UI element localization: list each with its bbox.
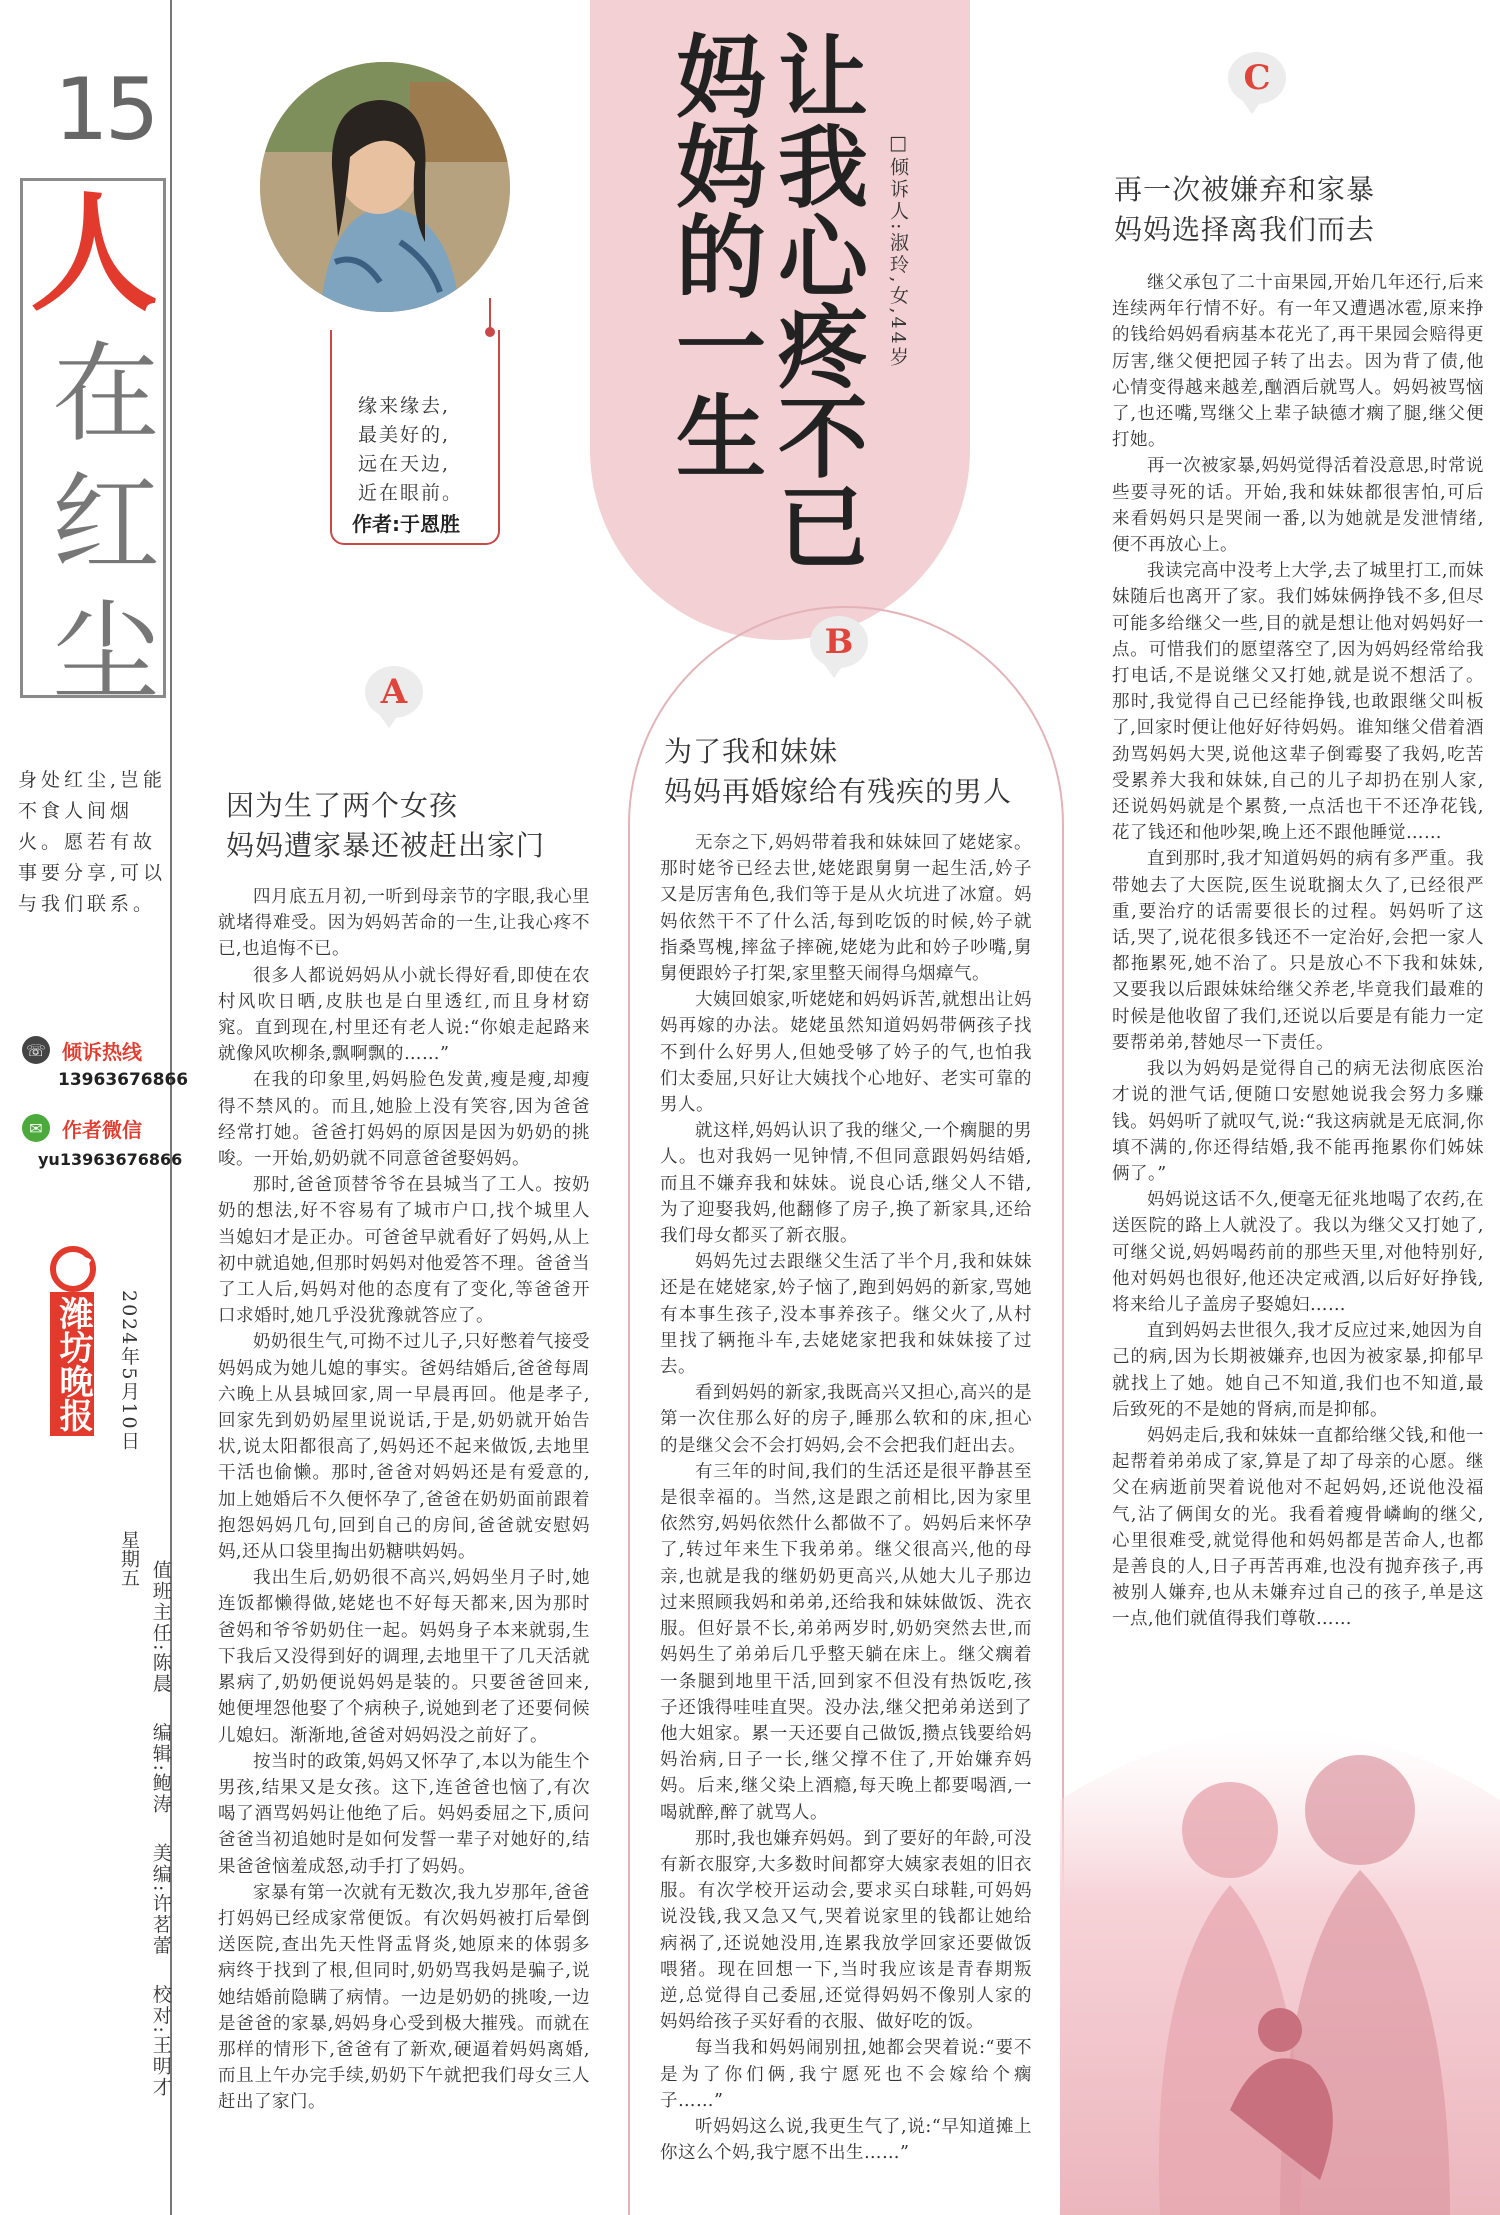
paragraph: 直到妈妈去世很久,我才反应过来,她因为自己的病,因为长期被嫌弃,也因为被家暴,抑郁早就找上了她。她自己不知道,我们也不知道,最后致死的不是她的肾病,而是抑郁。 bbox=[1112, 1321, 1484, 1420]
hotline-label: 倾诉热线 bbox=[62, 1040, 142, 1064]
poem-line: 最美好的, bbox=[358, 424, 451, 446]
paragraph: 我以为妈妈是觉得自己的病无法彻底医治才说的泄气话,便随口安慰她说我会努力多赚钱。妈妈听了就叹气,说:“我这病就是无底洞,你填不满的,你还得结婚,我不能再拖累你们姊妹俩了。” bbox=[1112, 1059, 1484, 1184]
author-byline: 作者:于恩胜 bbox=[352, 512, 460, 536]
wechat-label: 作者微信 bbox=[62, 1118, 142, 1142]
staff-credits: 值班主任:陈晨 编辑:鲍涛 美编:许茗蕾 校对:王明才 bbox=[149, 1560, 172, 2098]
issue-date: 2024年5月10日 bbox=[118, 1290, 140, 1452]
paragraph: 妈妈先过去跟继父生活了半个月,我和妹妹还是在姥姥家,妗子恼了,跑到妈妈的新家,骂她有本事生孩子,没本事养孩子。继父火了,从村里找了辆拖斗车,去姥姥家把我和妹妹接了过去。 bbox=[660, 1252, 1032, 1378]
paragraph: 那时,我也嫌弃妈妈。到了要好的年龄,可没有新衣服穿,大多数时间都穿大姨家表姐的旧衣服。有次学校开运动会,要求买白球鞋,可妈妈说没钱,我又急又气,哭着说家里的钱都让她给病祸了,还说她没用,连累我放学回家还要做饭喂猪。现在回想一下,当时我应该是青春期叛逆,总觉得自己委屈,还觉得妈妈不像别人家的妈妈给孩子买好看的衣服、做好吃的饭。 bbox=[660, 1828, 1032, 2033]
section-title-rest: 在红尘 bbox=[52, 332, 161, 717]
newspaper-name: 潍坊晚报 bbox=[50, 1292, 94, 1436]
paragraph: 妈妈说这话不久,便毫无征兆地喝了农药,在送医院的路上人就没了。我以为继父又打她了,可继父说,妈妈喝药前的那些天里,对他特别好,他对妈妈也很好,他还决定戒酒,以后好好挣钱,将来给儿子盖房子娶媳妇…… bbox=[1112, 1190, 1484, 1315]
wechat-id: yu13963676866 bbox=[38, 1150, 183, 1169]
paragraph: 有三年的时间,我们的生活还是很平静甚至是很幸福的。当然,这是跟之前相比,因为家里依然穷,妈妈依然什么都做不了。妈妈后来怀孕了,转过年来生下我弟弟。继父很高兴,他的母亲,也就是我的继奶奶更高兴,从她大儿子那边过来照顾我妈和弟弟,还给我和妹妹做饭、洗衣服。但好景不长,弟弟两岁时,奶奶突然去世,而妈妈生了弟弟后几乎整天躺在床上。继父瘸着一条腿到地里干活,回到家不但没有热饭吃,孩子还饿得哇哇直哭。没办法,继父把弟弟送到了他大姐家。累一天还要自己做饭,攒点钱要给妈妈治病,日子一长,继父撑不住了,开始嫌弃妈妈。后来,继父染上酒瘾,每天晚上都要喝酒,一喝就醉,醉了就骂人。 bbox=[660, 1461, 1032, 1823]
paragraph: 再一次被家暴,妈妈觉得活着没意思,时常说些要寻死的话。开始,我和妹妹都很害怕,可后来看妈妈只是哭闹一番,以为她就是发泄情绪,便不再放心上。 bbox=[1112, 456, 1484, 556]
poem-line: 远在天边, bbox=[358, 453, 451, 475]
poem-line: 缘来缘去, bbox=[358, 395, 451, 417]
paragraph: 家暴有第一次就有无数次,我九岁那年,爸爸打妈妈已经成家常便饭。有次妈妈被打后晕倒送医院,查出先天性肾盂肾炎,她原来的体弱多病终于找到了根,但同时,奶奶骂我妈是骗子,说她结婚前隐瞒了病情。一边是奶奶的挑唆,一边是爸爸的家暴,妈妈身心受到极大摧残。而就在那样的情形下,爸爸有了新欢,硬逼着妈妈离婚,而且上午办完手续,奶奶下午就把我们母女三人赶出了家门。 bbox=[218, 1882, 590, 2113]
page-number: 15 bbox=[54, 60, 156, 160]
paragraph: 大姨回娘家,听姥姥和妈妈诉苦,就想出让妈妈再嫁的办法。姥姥虽然知道妈妈带俩孩子找不到什么好男人,但她受够了妗子的气,也怕我们太委屈,只好让大姨找个心地好、老实可靠的男人。 bbox=[660, 990, 1032, 1116]
paragraph: 无奈之下,妈妈带着我和妹妹回了姥姥家。那时姥爷已经去世,姥姥跟舅舅一起生活,妗子又是厉害角色,我们等于是从火坑进了冰窟。妈妈依然干不了什么活,每到吃饭的时候,妗子就指桑骂槐,摔盆子摔碗,姥姥为此和妗子吵嘴,舅舅便跟妗子打架,家里整天闹得乌烟瘴气。 bbox=[660, 833, 1032, 985]
issue-weekday: 星期五 bbox=[118, 1530, 140, 1587]
section-b-heading bbox=[664, 732, 1054, 812]
section-a-heading bbox=[226, 786, 606, 866]
wechat-icon: ✉ bbox=[22, 1114, 50, 1142]
section-title-first-char: 人 bbox=[30, 179, 159, 329]
section-b-heading-line: 为了我和妹妹 bbox=[664, 735, 839, 768]
narrator-credit: □倾诉人:淑玲,女,44岁 bbox=[887, 132, 909, 369]
paragraph: 妈妈走后,我和妹妹一直都给继父钱,和他一起帮着弟弟成了家,算是了却了母亲的心愿。继父在病逝前哭着说他对不起妈妈,还说他没福气,沾了俩闺女的光。我看着瘦骨嶙峋的继父,心里很难受,就觉得他和妈妈都是苦命人,也都是善良的人,日子再苦再难,也没有抛弃孩子,再被别人嫌弃,也从未嫌弃过自己的孩子,单是这一点,他们就值得我们尊敬…… bbox=[1112, 1425, 1484, 1630]
hotline-number: 13963676866 bbox=[58, 1070, 189, 1090]
headline-line-2: 妈妈的一生 bbox=[660, 30, 766, 480]
paragraph: 我读完高中没考上大学,去了城里打工,而妹妹随后也离开了家。我们姊妹俩挣钱不多,但尽可能多给继父一些,目的就是想让他对妈妈好一点。可惜我们的愿望落空了,因为妈妈经常给我打电话,不是说继父又打她,就是说不想活了。那时,我觉得自己已经能挣钱,也敢跟继父叫板了,回家时便让他好好待妈妈。谁知继父借着酒劲骂妈妈大哭,说他这辈子倒霉娶了我妈,吃苦受累养大我和妹妹,自己的儿子却扔在别人家,还说妈妈就是个累赘,一点活也干不还净花钱,花了钱还和他吵架,晚上还不跟他睡觉…… bbox=[1112, 561, 1484, 844]
paragraph: 按当时的政策,妈妈又怀孕了,本以为能生个男孩,结果又是女孩。这下,连爸爸也恼了,有次喝了酒骂妈妈让他绝了后。妈妈委屈之下,质问爸爸当初追她时是如何发誓一辈子对她好的,结果爸爸恼羞成怒,动手打了妈妈。 bbox=[218, 1751, 590, 1877]
section-c-heading-line: 妈妈选择离我们而去 bbox=[1114, 213, 1376, 246]
section-c-heading-line: 再一次被嫌弃和家暴 bbox=[1114, 173, 1376, 206]
paragraph: 四月底五月初,一听到母亲节的字眼,我心里就堵得难受。因为妈妈苦命的一生,让我心疼不已,也追悔不已。 bbox=[218, 887, 590, 960]
paragraph: 每当我和妈妈闹别扭,她都会哭着说:“要不是为了你们俩,我宁愿死也不会嫁给个瘸子……” bbox=[660, 2038, 1032, 2111]
section-b-body bbox=[660, 830, 1032, 2166]
section-marker-a: A bbox=[365, 666, 423, 718]
paragraph: 就这样,妈妈认识了我的继父,一个瘸腿的男人。也对我妈一见钟情,不但同意跟妈妈结婚,而且不嫌弃我和妹妹。说良心话,继父人不错,为了迎娶我妈,他翻修了房子,换了新家具,还给我们母女都买了新衣服。 bbox=[660, 1121, 1032, 1247]
section-marker-b: B bbox=[810, 616, 868, 668]
column-intro: 身处红尘,岂能不食人间烟火。愿若有故事要分享,可以与我们联系。 bbox=[18, 769, 167, 915]
section-a-heading-line: 妈妈遭家暴还被赶出家门 bbox=[226, 829, 546, 862]
paragraph: 那时,爸爸顶替爷爷在县城当了工人。按奶奶的想法,好不容易有了城市户口,找个城里人当媳妇才是正办。可爸爸早就看好了妈妈,从上初中就追她,但那时妈妈对他爱答不理。爸爸当了工人后,妈妈对他的态度有了变化,等爸爸开口求婚时,她几乎没犹豫就答应了。 bbox=[218, 1175, 590, 1327]
paragraph: 听妈妈这么说,我更生气了,说:“早知道摊上你这么个妈,我宁愿不出生……” bbox=[660, 2116, 1032, 2164]
author-portrait bbox=[260, 62, 510, 312]
paragraph: 在我的印象里,妈妈脸色发黄,瘦是瘦,却瘦得不禁风的。而且,她脸上没有笑容,因为爸爸经常打她。爸爸打妈妈的原因是因为奶奶的挑唆。一开始,奶奶就不同意爸爸娶妈妈。 bbox=[218, 1070, 590, 1170]
headline-line-1: 让我心疼不已 bbox=[762, 30, 868, 570]
section-b-heading-line: 妈妈再婚嫁给有残疾的男人 bbox=[664, 775, 1013, 808]
newspaper-logo-icon bbox=[48, 1244, 98, 1294]
poem-line: 近在眼前。 bbox=[358, 482, 464, 504]
paragraph: 我出生后,奶奶很不高兴,妈妈坐月子时,她连饭都懒得做,姥姥也不好每天都来,因为那时爸妈和爷爷奶奶住一起。妈妈身子本来就弱,生下我后又没得到好的调理,去地里干了几天活就累病了,奶奶便说妈妈是装的。只要爸爸回来,她便埋怨他娶了个病秧子,说她到老了还要伺候儿媳妇。渐渐地,爸爸对妈妈没之前好了。 bbox=[218, 1568, 590, 1746]
paragraph: 奶奶很生气,可拗不过儿子,只好憋着气接受妈妈成为她儿媳的事实。爸妈结婚后,爸爸每周六晚上从县城回家,周一早晨再回。他是孝子,回家先到奶奶屋里说说话,于是,奶奶就开始告状,说太阳都很高了,妈妈还不起来做饭,去地里干活也偷懒。那时,爸爸对妈妈还是有爱意的,加上她婚后不久便怀孕了,爸爸在奶奶面前跟着抱怨妈妈几句,回到自己的房间,爸爸就安慰妈妈,还从口袋里掏出奶糖哄妈妈。 bbox=[218, 1332, 590, 1563]
poem bbox=[358, 392, 508, 508]
phone-icon: ☏ bbox=[22, 1036, 50, 1064]
paragraph: 看到妈妈的新家,我既高兴又担心,高兴的是第一次住那么好的房子,睡那么软和的床,担心的是继父会不会打妈妈,会不会把我们赶出去。 bbox=[660, 1383, 1032, 1456]
mother-child-silhouette bbox=[1060, 1680, 1500, 2215]
section-a-body bbox=[218, 884, 590, 2116]
paragraph: 直到那时,我才知道妈妈的病有多严重。我带她去了大医院,医生说耽搁太久了,已经很严重,要治疗的话需要很长的过程。妈妈听了这话,哭了,说花很多钱还不一定治好,会把一家人都拖累死,她不治了。只是放心不下我和妹妹,又要我以后跟妹妹给继父养老,毕竟我们最难的时候是他收留了我们,还说以后要是有能力一定要帮弟弟,替她尽一下责任。 bbox=[1112, 849, 1484, 1053]
paragraph: 很多人都说妈妈从小就长得好看,即使在农村风吹日晒,皮肤也是白里透红,而且身材窈窕。直到现在,村里还有老人说:“你娘走起路来就像风吹柳条,飘啊飘的……” bbox=[218, 965, 590, 1065]
section-marker-c: C bbox=[1228, 52, 1286, 104]
paragraph: 继父承包了二十亩果园,开始几年还行,后来连续两年行情不好。有一年又遭遇冰雹,原来挣的钱给妈妈看病基本花光了,再干果园会赔得更厉害,继父便把园子转了出去。因为背了债,他心情变得越来越差,酗酒后就骂人。妈妈被骂恼了,也还嘴,骂继父上辈子缺德才瘸了腿,继父便打她。 bbox=[1112, 273, 1484, 451]
section-c-body bbox=[1112, 270, 1484, 1633]
section-c-heading bbox=[1114, 170, 1484, 250]
section-a-heading-line: 因为生了两个女孩 bbox=[226, 789, 459, 822]
